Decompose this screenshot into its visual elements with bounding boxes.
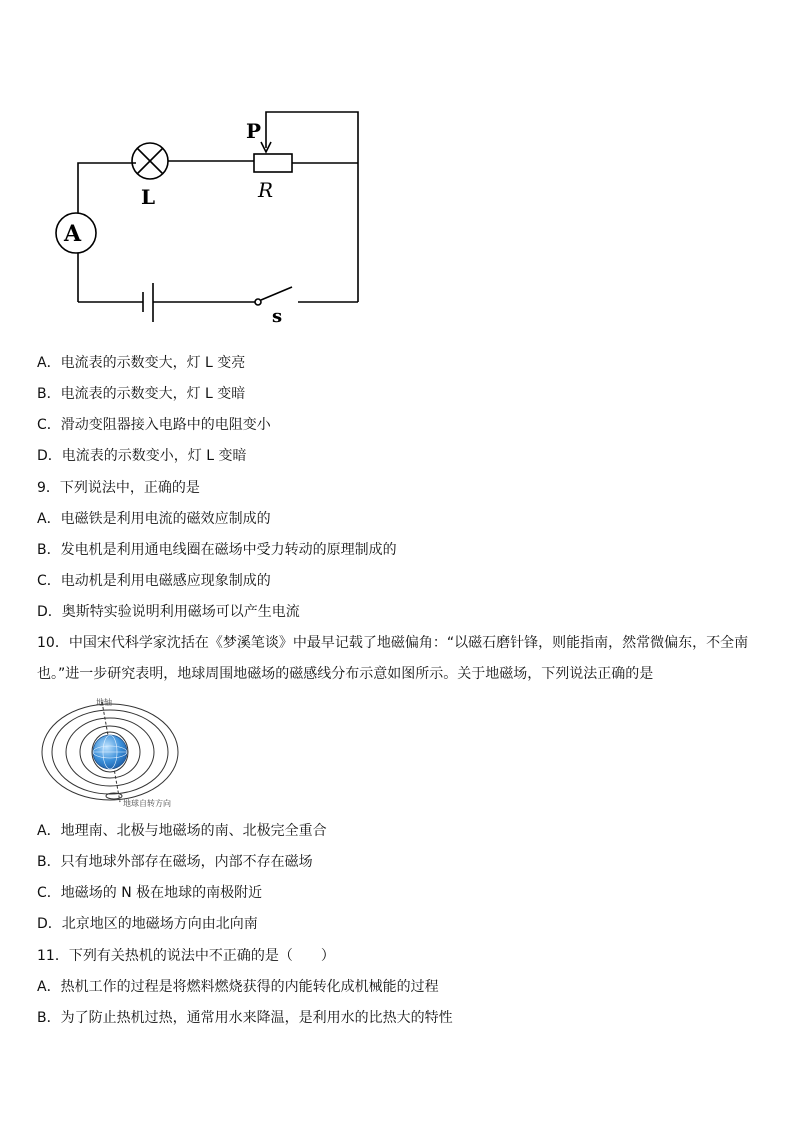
circuit-diagram — [40, 100, 380, 340]
q10-option-d: D．北京地区的地磁场方向由北向南 — [37, 916, 258, 932]
lamp-label: L — [141, 185, 156, 209]
q9-option-a: A．电磁铁是利用电流的磁效应制成的 — [37, 511, 271, 527]
q8-option-d: D．电流表的示数变小，灯 L 变暗 — [37, 448, 247, 464]
earth-magnetic-field-figure — [40, 694, 190, 812]
q10-option-c: C．地磁场的 N 极在地球的南极附近 — [37, 885, 263, 901]
q10-stem: 10．中国宋代科学家沈括在《梦溪笔谈》中最早记载了地磁偏角：“以磁石磨针锋，则能指南，然常微偏东，不全南也。”进一步研究表明，地球周围地磁场的磁感线分布示意如图所示。关于地磁场，下列说法正确的是 — [37, 635, 749, 682]
earth-axis-label: 地轴 — [96, 698, 112, 707]
q8-option-b: B．电流表的示数变大，灯 L 变暗 — [37, 386, 246, 402]
q10-option-a: A．地理南、北极与地磁场的南、北极完全重合 — [37, 823, 327, 839]
slider-label: P — [246, 119, 262, 143]
earth-rotation-label: 地球自转方向 — [123, 799, 171, 808]
q8-option-a: A．电流表的示数变大，灯 L 变亮 — [37, 355, 246, 371]
q9-stem: 9．下列说法中，正确的是 — [37, 480, 200, 496]
ammeter-label: A — [64, 221, 82, 247]
q10-option-b: B．只有地球外部存在磁场，内部不存在磁场 — [37, 854, 313, 870]
q11-option-a: A．热机工作的过程是将燃料燃烧获得的内能转化成机械能的过程 — [37, 979, 439, 995]
q9-option-c: C．电动机是利用电磁感应现象制成的 — [37, 573, 271, 589]
q11-stem: 11．下列有关热机的说法中不正确的是（ ） — [37, 948, 335, 964]
q9-option-b: B．发电机是利用通电线圈在磁场中受力转动的原理制成的 — [37, 542, 397, 558]
switch-label: s — [272, 306, 283, 327]
q8-option-c: C．滑动变阻器接入电路中的电阻变小 — [37, 417, 271, 433]
q11-option-b: B．为了防止热机过热，通常用水来降温，是利用水的比热大的特性 — [37, 1010, 453, 1026]
resistor-label: R — [258, 178, 274, 202]
q9-option-d: D．奥斯特实验说明利用磁场可以产生电流 — [37, 604, 300, 620]
